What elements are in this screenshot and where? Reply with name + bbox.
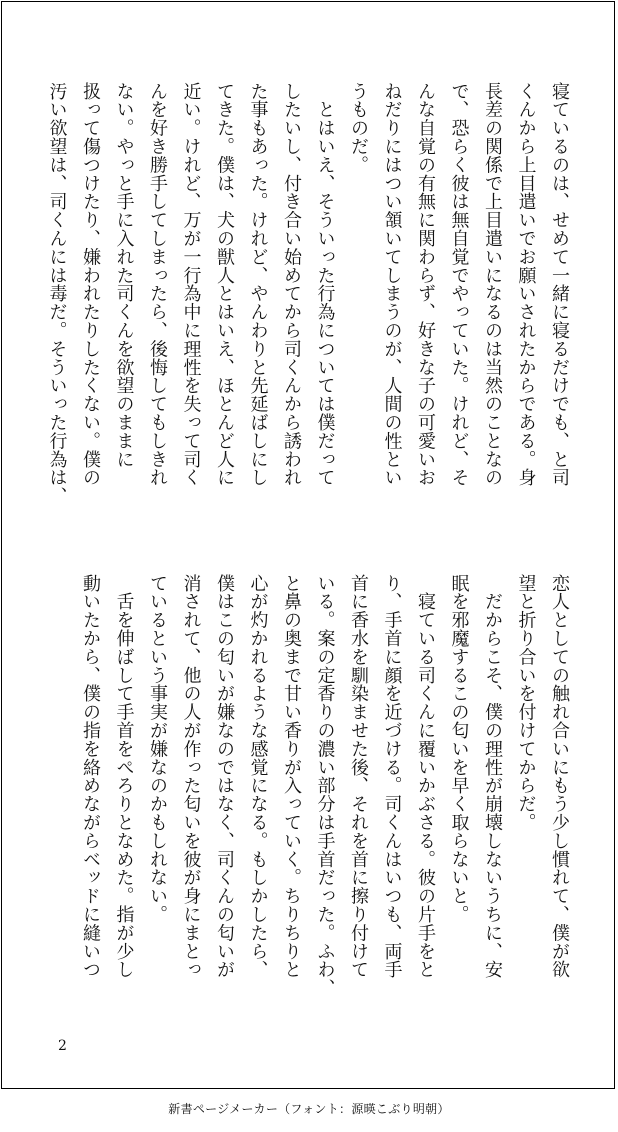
text-line: 恋人としての触れ合いにもう少し慣れて、僕が欲 [549, 574, 570, 979]
text-line: 寝ている司くんに覆いかぶさる。彼の片手をと [415, 574, 436, 979]
text-line: り、手首に顔を近づける。司くんはいつも、両手 [381, 574, 403, 979]
text-line: た事もあった。けれど、やんわりと先延ばしにし [247, 82, 269, 487]
footer-credit: 新書ページメーカー（フォント：源暎こぶり明朝） [168, 1102, 450, 1116]
text-line: 扱って傷つけたり、嫌われたりしたくない。僕の [80, 82, 101, 487]
text-line: と鼻の奥まで甘い香りが入っていく。ちりちりと [281, 574, 302, 979]
text-line: ない。やっと手に入れた司くんを欲望のままに [113, 82, 135, 469]
text-line: ているという事実が嫌なのかもしれない。 [147, 574, 168, 924]
text-line: てきた。僕は、犬の獣人とはいえ、ほとんど人に [214, 82, 235, 487]
text-line: 消されて、他の人が作った匂いを彼が身にまとっ [180, 574, 202, 979]
page-number: 2 [58, 1038, 67, 1054]
text-line: んな自覚の有無に関わらず、好きな子の可愛いお [415, 82, 436, 487]
text-line: 眠を邪魔するこの匂いを早く取らないと。 [448, 574, 470, 924]
text-line: 僕はこの匂いが嫌なのではなく、司くんの匂いが [214, 574, 235, 979]
text-block-upper [36, 82, 576, 534]
text-line: で、恐らく彼は無自覚でやっていた。けれど、そ [448, 82, 470, 487]
text-line: 汚い欲望は、司くんには毒だ。そういった行為は、 [46, 82, 68, 506]
text-line: 首に香水を馴染ませた後、それを首に擦り付けて [348, 574, 369, 979]
text-line: したいし、付き合い始めてから司くんから誘われ [281, 82, 302, 487]
text-line: 動いたから、僕の指を絡めながらベッドに縫いつ [80, 574, 101, 979]
text-line: んを好き勝手してしまったら、後悔してもしきれ [147, 82, 168, 487]
text-line: 望と折り合いを付けてからだ。 [515, 574, 537, 832]
text-line: 近い。けれど、万が一行為中に理性を失って司く [180, 82, 202, 487]
text-block-lower [80, 574, 576, 1026]
text-line: 舌を伸ばして手首をぺろりとなめた。指が少し [113, 574, 135, 979]
text-line: うものだ。 [348, 82, 369, 174]
text-line: 長差の関係で上目遣いになるのは当然のことなの [482, 82, 503, 487]
text-line: くんから上目遣いでお願いされたからである。身 [515, 82, 537, 487]
text-line: だからこそ、僕の理性が崩壊しないうちに、安 [482, 574, 503, 979]
text-line: 心が灼かれるような感覚になる。もしかしたら、 [247, 574, 269, 979]
text-line: 寝ているのは、せめて一緒に寝るだけでも、と司 [549, 82, 570, 487]
page-frame [1, 1, 615, 1089]
text-line: いる。案の定香りの濃い部分は手首だった。ふわ、 [314, 574, 336, 998]
text-line: とはいえ、そういった行為については僕だって [314, 82, 336, 487]
text-line: ねだりにはつい頷いてしまうのが、人間の性とい [381, 82, 403, 487]
